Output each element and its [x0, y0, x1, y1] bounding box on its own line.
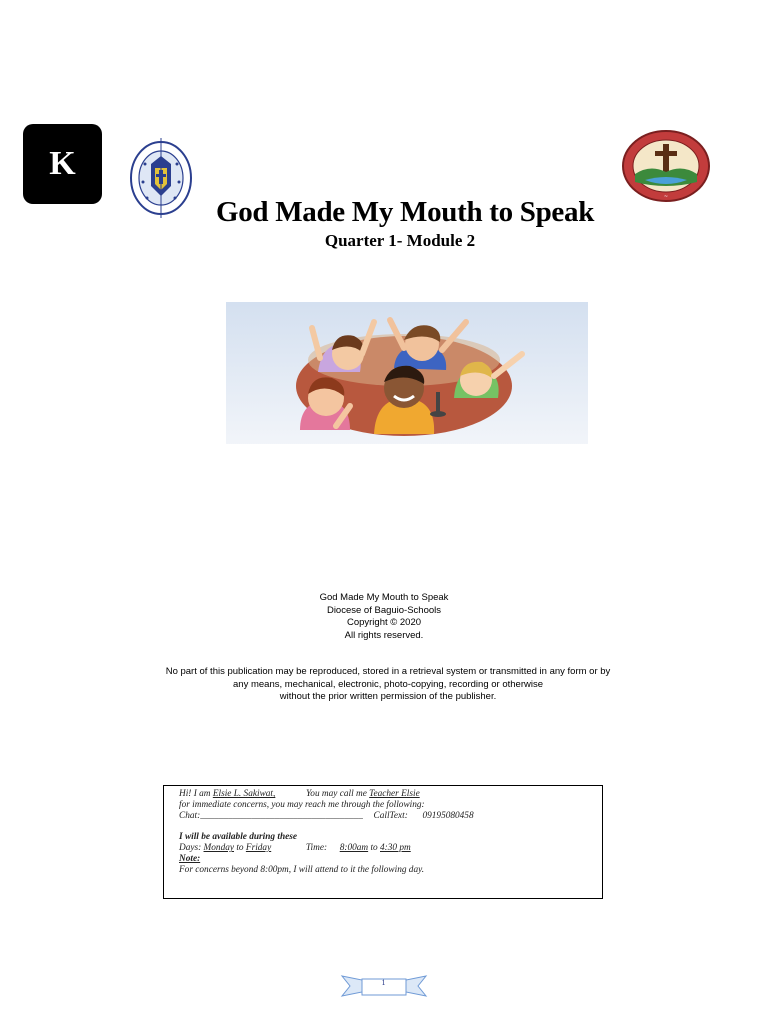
copyright-block [0, 592, 768, 642]
to-text: to [236, 843, 244, 854]
day-to: Friday [245, 843, 272, 854]
days-label: Days: [179, 843, 202, 854]
book-title-line: God Made My Mouth to Speak [319, 592, 449, 603]
greeting-row [179, 789, 602, 800]
page-subtitle: Quarter 1- Module 2 [324, 231, 476, 250]
page-title: God Made My Mouth to Speak [215, 196, 595, 228]
to-text: to [370, 843, 378, 854]
rights-notice-line: any means, mechanical, electronic, photo-copying, recording or otherwise [233, 678, 543, 690]
note-label: Note: [179, 853, 201, 864]
day-from: Monday [203, 843, 234, 854]
page-number: 1 [381, 978, 386, 987]
concerns-text: for immediate concerns, you may reach me through the following: [179, 799, 425, 810]
teacher-contact-box [163, 785, 603, 899]
greeting-text: Hi! I am [179, 789, 211, 799]
children-illustration [226, 302, 588, 444]
rights-reserved-line: All rights reserved. [344, 629, 424, 641]
note-text: For concerns beyond 8:00pm, I will attend to it the following day. [179, 864, 425, 875]
time-to: 4:30 pm [380, 843, 411, 854]
diocese-seal-logo [620, 128, 712, 204]
rights-notice-line: No part of this publication may be reproduced, stored in a retrieval system or transmitted in any form or by [165, 666, 611, 677]
grade-badge [23, 124, 102, 204]
calltext-label: CallText: [373, 810, 408, 821]
schedule-row [179, 843, 602, 854]
svg-text:~: ~ [663, 194, 669, 200]
calltext-value: 09195080458 [422, 810, 474, 821]
copyright-line: Copyright © 2020 [346, 617, 422, 628]
time-from: 8:00am [339, 843, 369, 854]
rights-notice [0, 666, 768, 704]
teacher-name: Elsie L. Sakiwat, [212, 789, 276, 799]
contact-row [179, 811, 602, 822]
call-name: Teacher Elsie [369, 789, 420, 799]
publisher-line: Diocese of Baguio-Schools [326, 604, 442, 616]
call-me-text: You may call me [305, 789, 367, 799]
grade-letter: K [49, 145, 76, 182]
chat-value: ___________________________________ [200, 810, 363, 821]
time-label: Time: [305, 843, 328, 854]
rights-notice-line: without the prior written permission of the publisher. [279, 691, 497, 702]
availability-heading: I will be available during these [179, 832, 298, 843]
chat-label: Chat: [179, 810, 201, 821]
